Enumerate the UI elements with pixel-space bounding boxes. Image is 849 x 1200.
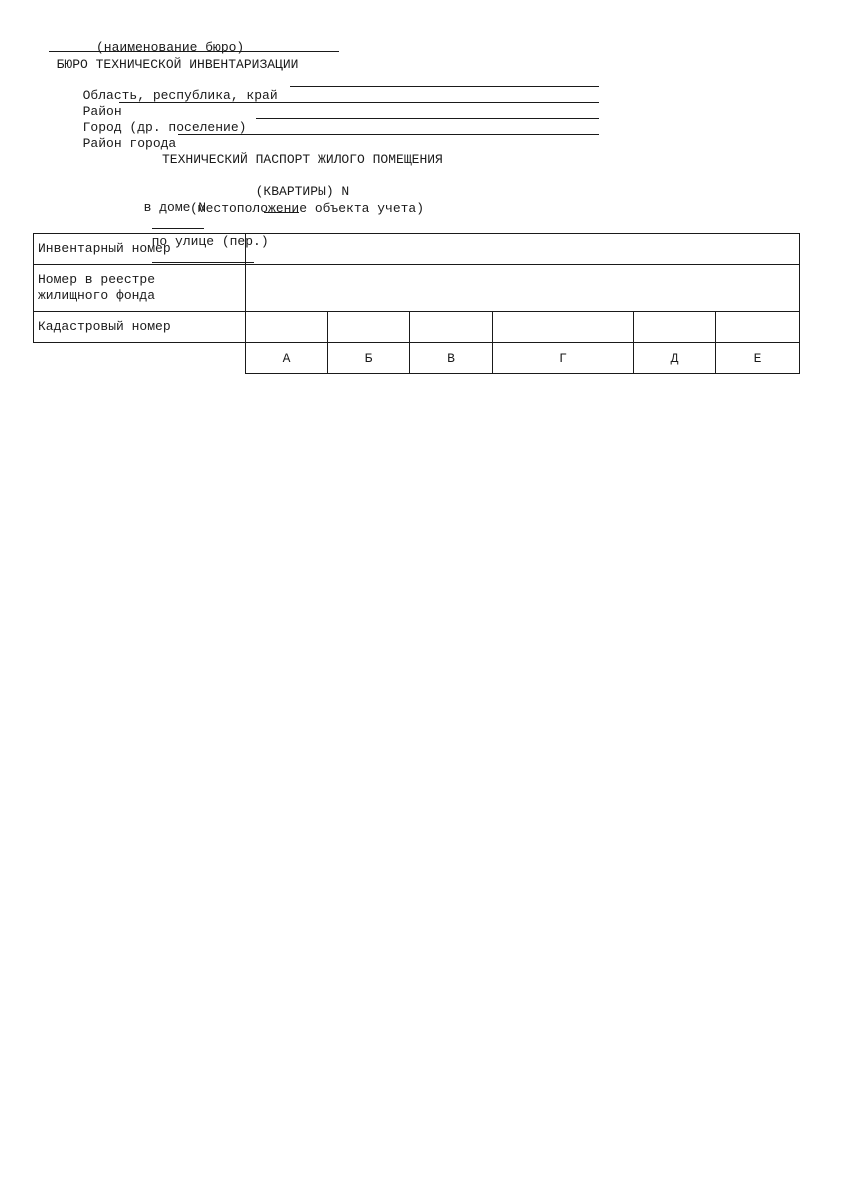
bureau-caption: (наименование бюро) — [96, 40, 245, 55]
apartment-label: (КВАРТИРЫ) N — [255, 184, 350, 199]
registry-number-label — [34, 265, 246, 312]
location-caption: (местоположение объекта учета) — [190, 201, 425, 216]
field-region-label: Область, республика, край — [82, 88, 278, 103]
column-header-v: В — [410, 343, 493, 374]
cadastral-cell-a[interactable] — [246, 312, 328, 343]
cadastral-cell-b[interactable] — [328, 312, 410, 343]
cadastral-cell-e[interactable] — [716, 312, 800, 343]
registry-number-label-line2: жилищного фонда — [38, 288, 156, 303]
column-header-d: Д — [634, 343, 716, 374]
registration-table — [33, 233, 800, 374]
field-region-blank[interactable] — [290, 74, 599, 87]
field-city-district — [67, 120, 177, 151]
column-header-a: А — [246, 343, 328, 374]
field-city-district-blank[interactable] — [178, 122, 599, 135]
field-district — [67, 88, 122, 119]
cadastral-cell-g[interactable] — [493, 312, 634, 343]
cadastral-cell-d[interactable] — [634, 312, 716, 343]
table-row — [34, 265, 800, 312]
address-line — [128, 184, 269, 249]
table-row — [34, 312, 800, 343]
house-label: в доме N — [143, 200, 207, 215]
passport-title: ТЕХНИЧЕСКИЙ ПАСПОРТ ЖИЛОГО ПОМЕЩЕНИЯ — [162, 152, 443, 167]
street-label: по улице (пер.) — [151, 234, 269, 249]
field-city-district-label: Район города — [82, 136, 177, 151]
field-district-blank[interactable] — [119, 90, 599, 103]
apartment-line — [240, 168, 350, 199]
field-region — [67, 72, 278, 103]
column-header-e: Е — [716, 343, 800, 374]
cadastral-number-label: Кадастровый номер — [34, 312, 246, 343]
registry-number-label-line1: Номер в реестре — [38, 272, 156, 287]
field-city-label: Город (др. поселение) — [82, 120, 247, 135]
table-row — [34, 234, 800, 265]
table-row — [34, 343, 800, 374]
field-city-blank[interactable] — [256, 106, 599, 119]
cadastral-cell-v[interactable] — [410, 312, 493, 343]
empty-corner — [34, 343, 246, 374]
inventory-number-label: Инвентарный номер — [34, 234, 246, 265]
house-number-blank[interactable] — [152, 216, 204, 229]
field-city — [67, 104, 247, 135]
registry-number-value[interactable] — [246, 265, 800, 312]
column-header-g: Г — [493, 343, 634, 374]
field-district-label: Район — [82, 104, 122, 119]
bureau-title: БЮРО ТЕХНИЧЕСКОЙ ИНВЕНТАРИЗАЦИИ — [56, 57, 299, 72]
column-header-b: Б — [328, 343, 410, 374]
inventory-number-value[interactable] — [246, 234, 800, 265]
